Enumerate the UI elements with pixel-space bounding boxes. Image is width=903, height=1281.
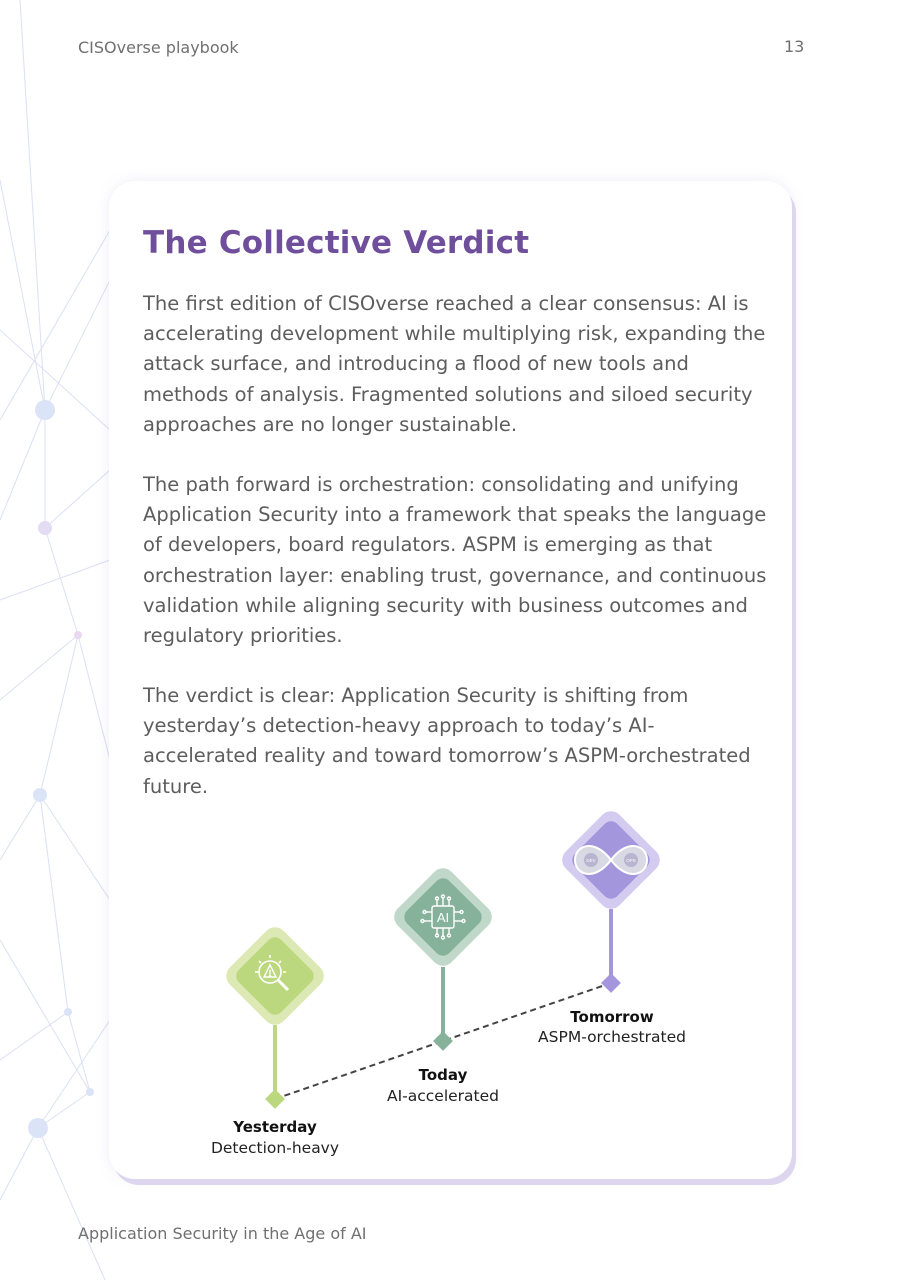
paragraph-orchestration: The path forward is orchestration: consolidating and unifying Application Security into a framework that speaks the language of developers, board regulators. ASPM is emerging as that orchestration layer: enabling trust, governance, and continuous validation while aligning security with business outcomes and regulatory priorities. [143, 473, 767, 648]
stage-marker [265, 1089, 285, 1109]
stage-marker [601, 973, 621, 993]
stage-name: Tomorrow [570, 1008, 654, 1026]
stage-description: Detection-heavy [210, 1139, 340, 1157]
dev-label: DEV [586, 858, 596, 863]
paragraph-consensus: The first edition of CISOverse reached a clear consensus: AI is accelerating development while multiplying risk, expanding the attack surface, and introducing a flood of new tools and methods of analysis. Fragmented solutions and siloed security approaches are no longer sustainable. [143, 292, 766, 436]
timeline-stage-yesterday [211, 922, 339, 1157]
timeline-stage-tomorrow [538, 806, 686, 1046]
ops-label: OPS [626, 858, 636, 863]
stage-description: ASPM-orchestrated [538, 1028, 686, 1046]
page-number: 13 [784, 37, 805, 56]
stage-marker [433, 1031, 453, 1051]
appsec-evolution-timeline [109, 181, 792, 1179]
timeline-stage-today [387, 863, 499, 1105]
verdict-card [109, 181, 792, 1179]
stage-description: AI-accelerated [386, 1087, 500, 1105]
card-title: The Collective Verdict [143, 225, 530, 261]
footer-title: Application Security in the Age of AI [78, 1224, 367, 1243]
stage-name: Yesterday [233, 1118, 317, 1136]
stage-name: Today [418, 1066, 468, 1084]
paragraph-verdict: The verdict is clear: Application Security is shifting from yesterday’s detection-heavy approach to today’s AI-accelerated reality and toward tomorrow’s ASPM-orchestrated future. [143, 684, 751, 798]
document-title: CISOverse playbook [78, 38, 239, 57]
ai-chip-label: AI [436, 910, 450, 925]
